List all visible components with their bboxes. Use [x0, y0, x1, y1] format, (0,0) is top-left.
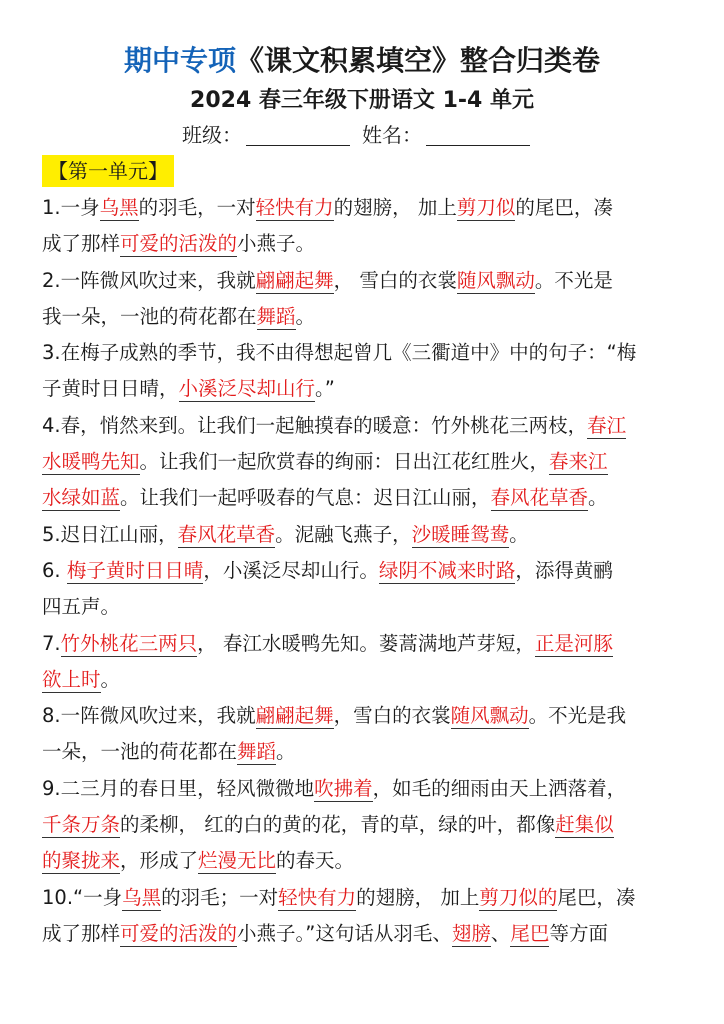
question-text: 8.一阵微风吹过来，我就 — [42, 704, 256, 728]
question-text: 四五声。 — [42, 595, 121, 619]
text-line — [42, 190, 684, 226]
answer-fill: 翩翩起舞 — [255, 704, 334, 728]
answer-fill: 随风飘动 — [456, 268, 535, 292]
answer-fill: 绿阴不减来时路 — [378, 558, 516, 582]
question-body — [42, 190, 684, 952]
class-blank — [246, 125, 350, 146]
question-text: ，如毛的细雨由天上洒落着， — [372, 776, 627, 800]
answer-fill: 乌黑 — [122, 885, 162, 909]
answer-fill: 春来江 — [549, 450, 608, 474]
question-text: 。” — [315, 377, 335, 401]
answer-fill: 千条万条 — [42, 813, 121, 837]
question-text: 。不光是我 — [528, 704, 627, 728]
question-text: 1.一身 — [42, 196, 100, 219]
question-text: 的羽毛，一对 — [138, 196, 256, 219]
answer-fill: 竹外桃花三两只 — [60, 631, 198, 655]
worksheet-subtitle: 2024 春三年级下册语文 1-4 单元 — [190, 88, 534, 113]
question-text: 4.春，悄然来到。让我们一起触摸春的暖意：竹外桃花三两枝， — [42, 413, 588, 437]
question-text: 5.迟日江山丽， — [42, 522, 178, 546]
text-line — [42, 517, 684, 553]
question-text: 。泥融飞燕子， — [275, 522, 412, 546]
question-text: 的柔柳， 红的白的黄的花，青的草，绿的叶，都像 — [120, 813, 556, 837]
answer-fill: 烂漫无比 — [198, 849, 277, 873]
question-text: ， 雪白的衣裳 — [333, 268, 457, 292]
answer-fill: 赶集似 — [555, 813, 614, 837]
answer-fill: 舞蹈 — [237, 740, 277, 764]
text-line — [42, 843, 684, 879]
question-text: 10.“一身 — [42, 885, 123, 909]
answer-fill: 春风花草香 — [490, 486, 589, 510]
text-line — [42, 299, 684, 335]
question-text: 、 — [490, 921, 511, 945]
question-text: 。 — [295, 304, 316, 328]
question-text: 3.在梅子成熟的季节，我不由得想起曾几《三衢道中》中的句子：“梅 — [42, 341, 637, 365]
answer-fill: 沙暖睡鸳鸯 — [411, 522, 510, 546]
text-line — [42, 444, 684, 480]
text-line — [42, 626, 684, 662]
name-label: 姓名： — [362, 123, 422, 147]
question-text: ，小溪泛尽却山行。 — [203, 558, 379, 582]
question-text: 6. — [42, 558, 67, 582]
question-text: ，雪白的衣裳 — [333, 704, 451, 728]
question-text: 。不光是 — [534, 268, 613, 292]
question-text: 等方面 — [549, 921, 608, 945]
name-blank — [426, 125, 530, 146]
question-text: 小燕子。”这句话从羽毛、 — [237, 921, 452, 945]
answer-fill: 剪刀似 — [456, 196, 516, 219]
answer-fill: 轻快有力 — [255, 196, 334, 219]
text-line — [42, 880, 684, 916]
answer-fill: 水绿如蓝 — [42, 486, 121, 510]
text-line — [42, 480, 684, 516]
text-line — [42, 263, 684, 299]
answer-fill: 可爱的活泼的 — [120, 232, 238, 256]
text-line — [42, 662, 684, 698]
answer-fill: 乌黑 — [99, 196, 139, 219]
question-text: 的春天。 — [276, 849, 355, 873]
text-line — [42, 916, 684, 952]
question-text: 小燕子。 — [237, 232, 316, 256]
question-text: 。 — [276, 740, 296, 764]
text-line — [42, 734, 684, 770]
title-highlight: 期中专项 — [123, 44, 236, 77]
question-text: 的尾巴，凑 — [515, 196, 613, 219]
question-text: 尾巴，凑 — [557, 885, 636, 909]
answer-fill: 舞蹈 — [256, 304, 296, 328]
question-text: 成了那样 — [42, 921, 121, 945]
question-text: 的羽毛；一对 — [161, 885, 279, 909]
question-text: 一朵，一池的荷花都在 — [42, 740, 238, 764]
question-text: 成了那样 — [42, 232, 121, 256]
question-text: 。让我们一起欣赏春的绚丽：日出江花红胜火， — [139, 450, 550, 474]
title-main: 《课文积累填空》整合归类卷 — [236, 44, 601, 77]
question-text: 。 — [509, 522, 529, 546]
text-line — [42, 807, 684, 843]
question-text: 9.二三月的春日里，轻风微微地 — [42, 776, 315, 800]
text-line — [42, 335, 684, 371]
answer-fill: 春江 — [587, 413, 627, 437]
question-text: 2.一阵微风吹过来，我就 — [42, 268, 256, 292]
class-label: 班级： — [182, 123, 242, 147]
question-text: 的翅膀， 加上 — [333, 196, 457, 219]
question-text: 。让我们一起呼吸春的气息：迟日江山丽， — [120, 486, 491, 510]
unit-heading: 【第一单元】 — [42, 155, 174, 187]
question-text: ，形成了 — [120, 849, 199, 873]
answer-fill: 梅子黄时日日晴 — [66, 558, 204, 582]
text-line — [42, 553, 684, 589]
answer-fill: 春风花草香 — [177, 522, 276, 546]
worksheet-title — [0, 42, 724, 80]
answer-fill: 的聚拢来 — [42, 849, 121, 873]
answer-fill: 随风飘动 — [450, 704, 529, 728]
text-line — [42, 589, 684, 625]
answer-fill: 轻快有力 — [278, 885, 357, 909]
question-text: 7. — [42, 631, 61, 655]
answer-fill: 吹拂着 — [314, 776, 373, 800]
text-line — [42, 771, 684, 807]
answer-fill: 可爱的活泼的 — [120, 921, 238, 945]
text-line — [42, 698, 684, 734]
answer-fill: 正是河豚 — [534, 631, 613, 655]
question-text: ，添得黄鹂 — [515, 558, 613, 582]
answer-fill: 欲上时 — [42, 667, 101, 691]
answer-fill: 翩翩起舞 — [255, 268, 334, 292]
student-info-row — [0, 120, 724, 150]
question-text: 子黄时日日晴， — [42, 377, 179, 401]
answer-fill: 尾巴 — [510, 921, 550, 945]
question-text: 。 — [100, 667, 121, 691]
question-text: ， 春江水暖鸭先知。蒌蒿满地芦芽短， — [197, 631, 535, 655]
answer-fill: 小溪泛尽却山行 — [178, 377, 316, 401]
answer-fill: 水暖鸭先知 — [42, 450, 140, 474]
answer-fill: 剪刀似的 — [479, 885, 558, 909]
text-line — [42, 408, 684, 444]
answer-fill: 翅膀 — [451, 921, 491, 945]
question-text: 我一朵，一池的荷花都在 — [42, 304, 257, 328]
question-text: 的翅膀， 加上 — [356, 885, 480, 909]
text-line — [42, 226, 684, 262]
text-line — [42, 371, 684, 407]
question-text: 。 — [588, 486, 608, 510]
